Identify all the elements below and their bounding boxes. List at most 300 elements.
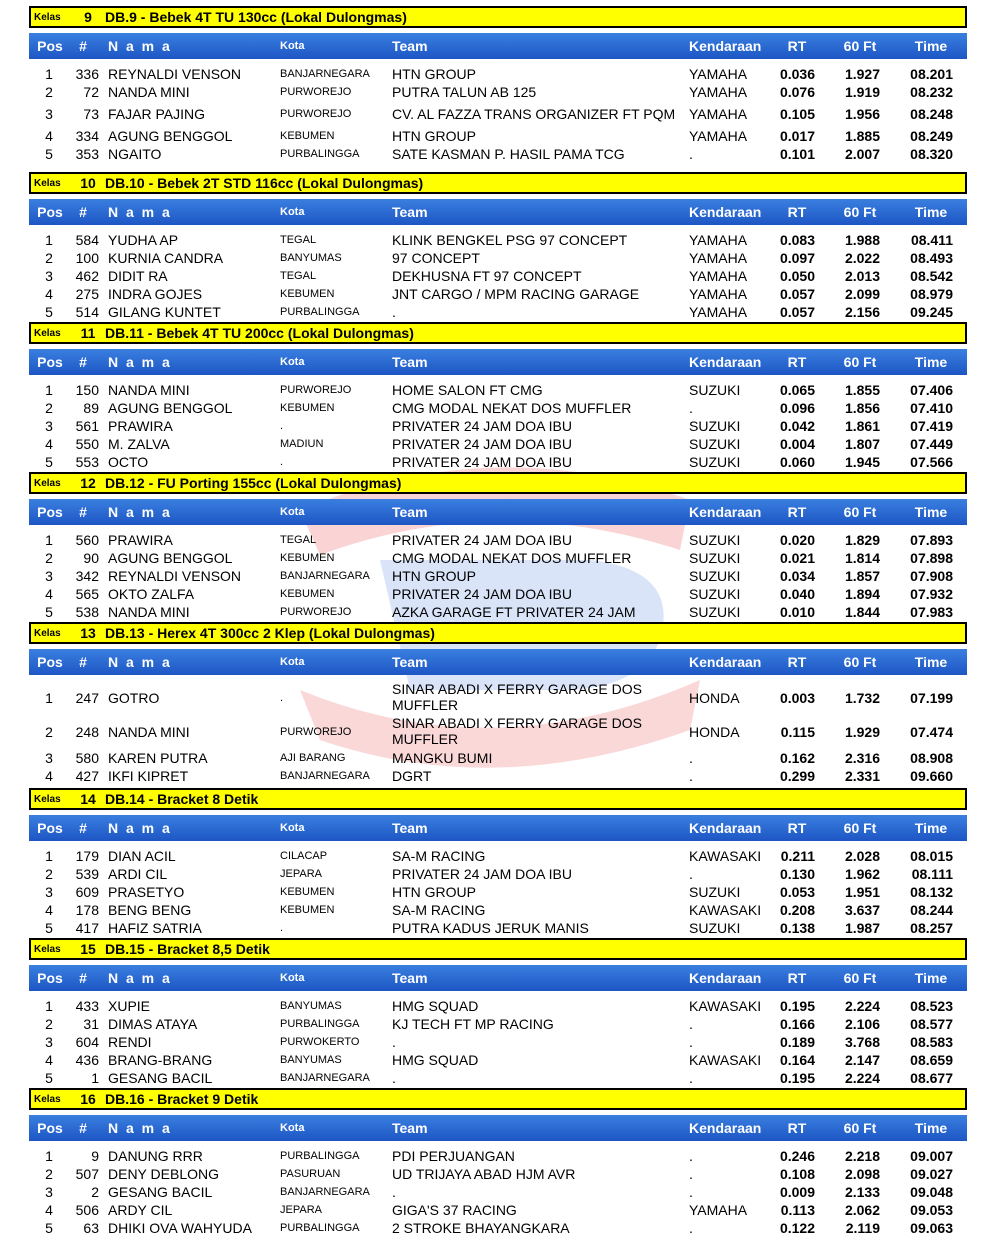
cell-pos: 2 (45, 866, 53, 882)
cell-number: 550 (75, 436, 99, 452)
table-row (29, 715, 967, 749)
cell-time: 08.232 (910, 84, 953, 100)
table-header (29, 649, 967, 675)
cell-rt: 0.065 (779, 382, 815, 398)
cell-team: 97 CONCEPT (392, 250, 480, 266)
cell-city: . (280, 420, 284, 432)
cell-number: 275 (75, 286, 99, 302)
cell-number: 462 (75, 268, 99, 284)
table-row (29, 381, 967, 399)
cell-number: 560 (75, 532, 99, 548)
col-rt-header: RT (787, 970, 807, 986)
cell-rt: 0.246 (779, 1148, 815, 1164)
col-rt-header: RT (787, 354, 807, 370)
cell-rt: 0.115 (780, 724, 815, 740)
col-name-header: N a m a (108, 38, 172, 54)
cell-name: GOTRO (108, 690, 160, 706)
cell-rt: 0.105 (779, 106, 815, 122)
cell-city: KEBUMEN (280, 904, 335, 916)
cell-name: ARDY CIL (108, 1202, 173, 1218)
cell-rt: 0.057 (779, 304, 815, 320)
cell-60ft: 1.732 (844, 690, 880, 706)
cell-number: 334 (75, 128, 99, 144)
class-number: 14 (80, 791, 96, 807)
class-number: 13 (80, 625, 96, 641)
col-team-header: Team (392, 820, 428, 836)
col-city-header: Kota (280, 356, 305, 368)
cell-city: AJI BARANG (280, 752, 346, 764)
table-row (29, 83, 967, 101)
cell-number: 72 (83, 84, 99, 100)
cell-team: CMG MODAL NEKAT DOS MUFFLER (392, 400, 632, 416)
col-pos-header: Pos (37, 654, 63, 670)
cell-pos: 3 (45, 884, 53, 900)
table-body (29, 847, 967, 937)
cell-number: 31 (83, 1016, 99, 1032)
cell-60ft: 1.894 (844, 586, 880, 602)
col-team-header: Team (392, 38, 428, 54)
cell-60ft: 2.224 (844, 998, 880, 1014)
class-name: DB.16 - Bracket 9 Detik (105, 1091, 259, 1107)
cell-time: 07.406 (910, 382, 953, 398)
class-title-bar (29, 788, 967, 810)
col-city-header: Kota (280, 1122, 305, 1134)
table-row (29, 127, 967, 145)
col-vehicle-header: Kendaraan (689, 1120, 762, 1136)
cell-name: KAREN PUTRA (108, 750, 208, 766)
table-row (29, 399, 967, 417)
cell-name: GESANG BACIL (108, 1184, 213, 1200)
cell-city: KEBUMEN (280, 288, 335, 300)
cell-team: HTN GROUP (392, 568, 476, 584)
cell-vehicle: YAMAHA (689, 268, 748, 284)
cell-time: 09.048 (910, 1184, 953, 1200)
cell-time: 08.132 (910, 884, 953, 900)
cell-vehicle: SUZUKI (689, 436, 741, 452)
table-row (29, 1165, 967, 1183)
cell-time: 08.244 (910, 902, 953, 918)
cell-time: 08.111 (911, 866, 953, 882)
cell-pos: 4 (45, 586, 53, 602)
class-section (29, 788, 967, 937)
cell-team: PRIVATER 24 JAM DOA IBU (392, 586, 572, 602)
col-pos-header: Pos (37, 970, 63, 986)
col-60ft-header: 60 Ft (843, 504, 877, 520)
cell-60ft: 1.856 (844, 400, 880, 416)
class-label: Kelas (34, 793, 61, 805)
cell-pos: 2 (45, 84, 53, 100)
cell-team: HMG SQUAD (392, 1052, 479, 1068)
cell-vehicle: YAMAHA (689, 232, 748, 248)
cell-rt: 0.211 (780, 848, 815, 864)
class-label: Kelas (34, 477, 61, 489)
class-label: Kelas (34, 177, 61, 189)
col-name-header: N a m a (108, 354, 172, 370)
cell-city: PURBALINGGA (280, 1150, 360, 1162)
cell-vehicle: . (689, 1220, 693, 1236)
cell-rt: 0.130 (779, 866, 815, 882)
col-team-header: Team (392, 354, 428, 370)
table-row (29, 231, 967, 249)
cell-rt: 0.076 (779, 84, 815, 100)
table-row (29, 101, 967, 127)
cell-name: YUDHA AP (108, 232, 179, 248)
class-label: Kelas (34, 943, 61, 955)
cell-city: PURBALINGGA (280, 148, 360, 160)
cell-vehicle: . (689, 1148, 693, 1164)
cell-vehicle: YAMAHA (689, 128, 748, 144)
cell-rt: 0.017 (779, 128, 815, 144)
cell-city: BANJARNEGARA (280, 1186, 370, 1198)
cell-team: GIGA'S 37 RACING (392, 1202, 517, 1218)
cell-city: KEBUMEN (280, 886, 335, 898)
table-row (29, 603, 967, 621)
cell-city: BANYUMAS (280, 1000, 342, 1012)
cell-pos: 5 (45, 1220, 53, 1236)
col-name-header: N a m a (108, 204, 172, 220)
cell-60ft: 1.956 (844, 106, 880, 122)
cell-team: UD TRIJAYA ABAD HJM AVR (392, 1166, 576, 1182)
col-60ft-header: 60 Ft (843, 204, 877, 220)
class-section (29, 322, 967, 471)
col-pos-header: Pos (37, 1120, 63, 1136)
cell-city: KEBUMEN (280, 588, 335, 600)
cell-number: 561 (75, 418, 99, 434)
cell-city: TEGAL (280, 270, 317, 282)
cell-team: DEKHUSNA FT 97 CONCEPT (392, 268, 582, 284)
col-pos-header: Pos (37, 38, 63, 54)
cell-number: 433 (75, 998, 99, 1014)
cell-team: SINAR ABADI X FERRY GARAGE DOS MUFFLER (392, 715, 642, 747)
cell-city: CILACAP (280, 850, 328, 862)
cell-time: 09.660 (910, 768, 953, 784)
cell-60ft: 1.929 (844, 724, 880, 740)
cell-vehicle: SUZUKI (689, 532, 741, 548)
cell-vehicle: KAWASAKI (689, 902, 762, 918)
cell-pos: 4 (45, 436, 53, 452)
cell-name: NANDA MINI (108, 724, 190, 740)
cell-number: 580 (75, 750, 99, 766)
cell-team: . (392, 1070, 396, 1086)
class-title-bar (29, 472, 967, 494)
cell-rt: 0.053 (779, 884, 815, 900)
cell-rt: 0.050 (779, 268, 815, 284)
cell-time: 07.410 (910, 400, 953, 416)
cell-city: BANJARNEGARA (280, 770, 370, 782)
cell-name: HAFIZ SATRIA (108, 920, 202, 936)
cell-60ft: 2.062 (844, 1202, 880, 1218)
cell-city: . (280, 692, 284, 704)
table-body (29, 381, 967, 471)
cell-team: PRIVATER 24 JAM DOA IBU (392, 866, 572, 882)
cell-rt: 0.113 (780, 1202, 815, 1218)
cell-time: 07.419 (910, 418, 953, 434)
table-row (29, 453, 967, 471)
cell-team: KLINK BENGKEL PSG 97 CONCEPT (392, 232, 628, 248)
col-rt-header: RT (787, 654, 807, 670)
cell-pos: 5 (45, 146, 53, 162)
cell-rt: 0.101 (779, 146, 815, 162)
cell-name: DANUNG RRR (108, 1148, 203, 1164)
cell-team: DGRT (392, 768, 432, 784)
cell-number: 538 (75, 604, 99, 620)
cell-team: PRIVATER 24 JAM DOA IBU (392, 454, 572, 470)
class-title-bar (29, 622, 967, 644)
class-number: 16 (80, 1091, 96, 1107)
col-num-header: # (79, 1120, 87, 1136)
table-row (29, 145, 967, 163)
cell-city: KEBUMEN (280, 552, 335, 564)
cell-vehicle: SUZUKI (689, 604, 741, 620)
cell-name: REYNALDI VENSON (108, 568, 242, 584)
col-city-header: Kota (280, 656, 305, 668)
class-number: 11 (80, 325, 96, 341)
cell-name: NGAITO (108, 146, 162, 162)
table-header (29, 33, 967, 59)
class-name: DB.15 - Bracket 8,5 Detik (105, 941, 270, 957)
class-title-bar (29, 322, 967, 344)
col-pos-header: Pos (37, 204, 63, 220)
cell-time: 07.932 (910, 586, 953, 602)
table-row (29, 267, 967, 285)
cell-vehicle: YAMAHA (689, 286, 748, 302)
col-num-header: # (79, 970, 87, 986)
cell-vehicle: HONDA (689, 724, 740, 740)
cell-name: DIAN ACIL (108, 848, 176, 864)
cell-vehicle: . (689, 866, 693, 882)
cell-name: OCTO (108, 454, 149, 470)
class-section (29, 622, 967, 785)
cell-city: PURWOREJO (280, 606, 352, 618)
col-time-header: Time (914, 1120, 948, 1136)
cell-vehicle: . (689, 400, 693, 416)
cell-rt: 0.096 (779, 400, 815, 416)
cell-time: 08.249 (910, 128, 953, 144)
table-row (29, 1033, 967, 1051)
cell-pos: 1 (45, 1148, 53, 1164)
cell-name: AGUNG BENGGOL (108, 400, 233, 416)
cell-60ft: 1.844 (844, 604, 880, 620)
table-header (29, 815, 967, 841)
table-row (29, 435, 967, 453)
cell-team: HTN GROUP (392, 128, 476, 144)
col-name-header: N a m a (108, 504, 172, 520)
cell-rt: 0.097 (779, 250, 815, 266)
cell-time: 08.320 (910, 146, 953, 162)
cell-time: 08.493 (910, 250, 953, 266)
col-60ft-header: 60 Ft (843, 970, 877, 986)
cell-number: 584 (75, 232, 99, 248)
cell-vehicle: SUZUKI (689, 884, 741, 900)
cell-60ft: 1.945 (844, 454, 880, 470)
cell-number: 248 (75, 724, 99, 740)
cell-name: PRASETYO (108, 884, 185, 900)
cell-60ft: 2.099 (844, 286, 880, 302)
table-row (29, 549, 967, 567)
cell-city: PASURUAN (280, 1168, 341, 1180)
cell-pos: 5 (45, 920, 53, 936)
cell-rt: 0.164 (779, 1052, 815, 1068)
cell-vehicle: . (689, 1166, 693, 1182)
col-time-header: Time (914, 504, 948, 520)
class-name: DB.12 - FU Porting 155cc (Lokal Dulongmas) (105, 475, 402, 491)
cell-number: 604 (75, 1034, 99, 1050)
cell-rt: 0.166 (779, 1016, 815, 1032)
cell-name: NANDA MINI (108, 382, 190, 398)
cell-team: JNT CARGO / MPM RACING GARAGE (392, 286, 640, 302)
col-city-header: Kota (280, 972, 305, 984)
cell-team: . (392, 304, 396, 320)
cell-vehicle: KAWASAKI (689, 998, 762, 1014)
cell-team: KJ TECH FT MP RACING (392, 1016, 554, 1032)
cell-pos: 4 (45, 1052, 53, 1068)
table-row (29, 883, 967, 901)
cell-city: . (280, 922, 284, 934)
cell-number: 150 (75, 382, 99, 398)
cell-60ft: 1.857 (844, 568, 880, 584)
cell-pos: 2 (45, 550, 53, 566)
cell-vehicle: YAMAHA (689, 1202, 748, 1218)
cell-team: . (392, 1184, 396, 1200)
class-section (29, 938, 967, 1087)
table-row (29, 1147, 967, 1165)
cell-pos: 4 (45, 768, 53, 784)
cell-rt: 0.138 (779, 920, 815, 936)
table-body (29, 681, 967, 785)
table-header (29, 349, 967, 375)
cell-time: 07.449 (910, 436, 953, 452)
cell-number: 178 (75, 902, 99, 918)
class-label: Kelas (34, 1093, 61, 1105)
class-title-bar (29, 6, 967, 28)
cell-pos: 3 (45, 106, 53, 122)
cell-number: 539 (75, 866, 99, 882)
cell-team: PDI PERJUANGAN (392, 1148, 515, 1164)
col-name-header: N a m a (108, 820, 172, 836)
class-section (29, 172, 967, 321)
cell-vehicle: . (689, 750, 693, 766)
cell-time: 08.523 (910, 998, 953, 1014)
cell-60ft: 1.814 (844, 550, 880, 566)
cell-vehicle: YAMAHA (689, 304, 748, 320)
cell-pos: 4 (45, 128, 53, 144)
cell-name: DIDIT RA (108, 268, 168, 284)
table-row (29, 1219, 967, 1237)
table-row (29, 997, 967, 1015)
cell-60ft: 2.331 (844, 768, 880, 784)
cell-pos: 3 (45, 418, 53, 434)
cell-name: INDRA GOJES (108, 286, 203, 302)
col-time-header: Time (914, 354, 948, 370)
cell-city: PURWOKERTO (280, 1036, 360, 1048)
cell-pos: 4 (45, 1202, 53, 1218)
cell-pos: 3 (45, 268, 53, 284)
cell-number: 436 (75, 1052, 99, 1068)
col-rt-header: RT (787, 1120, 807, 1136)
cell-rt: 0.003 (779, 690, 815, 706)
cell-vehicle: . (689, 1184, 693, 1200)
cell-number: 63 (83, 1220, 99, 1236)
cell-name: FAJAR PAJING (108, 106, 205, 122)
cell-60ft: 2.316 (844, 750, 880, 766)
cell-team: HOME SALON FT CMG (392, 382, 543, 398)
cell-pos: 1 (45, 66, 53, 82)
cell-pos: 2 (45, 400, 53, 416)
class-name: DB.11 - Bebek 4T TU 200cc (Lokal Dulongmas) (105, 325, 414, 341)
cell-pos: 2 (45, 250, 53, 266)
col-num-header: # (79, 38, 87, 54)
cell-rt: 0.036 (779, 66, 815, 82)
col-vehicle-header: Kendaraan (689, 970, 762, 986)
col-team-header: Team (392, 654, 428, 670)
cell-rt: 0.083 (779, 232, 815, 248)
cell-team: AZKA GARAGE FT PRIVATER 24 JAM (392, 604, 636, 620)
table-body (29, 531, 967, 621)
table-header (29, 1115, 967, 1141)
cell-name: REYNALDI VENSON (108, 66, 242, 82)
cell-vehicle: SUZUKI (689, 454, 741, 470)
col-num-header: # (79, 820, 87, 836)
cell-team: SINAR ABADI X FERRY GARAGE DOS MUFFLER (392, 681, 642, 713)
cell-rt: 0.042 (779, 418, 815, 434)
class-title-bar (29, 938, 967, 960)
cell-rt: 0.195 (779, 1070, 815, 1086)
class-number: 12 (80, 475, 96, 491)
cell-number: 417 (75, 920, 99, 936)
cell-time: 08.659 (910, 1052, 953, 1068)
cell-team: PUTRA KADUS JERUK MANIS (392, 920, 589, 936)
cell-team: HMG SQUAD (392, 998, 479, 1014)
class-section (29, 1088, 967, 1237)
cell-60ft: 2.119 (845, 1220, 880, 1236)
cell-team: PUTRA TALUN AB 125 (392, 84, 537, 100)
table-header (29, 499, 967, 525)
cell-pos: 1 (45, 848, 53, 864)
cell-number: 507 (75, 1166, 99, 1182)
col-name-header: N a m a (108, 654, 172, 670)
cell-name: DHIKI OVA WAHYUDA (108, 1220, 252, 1236)
col-60ft-header: 60 Ft (843, 38, 877, 54)
cell-time: 07.908 (910, 568, 953, 584)
cell-name: KURNIA CANDRA (108, 250, 224, 266)
col-rt-header: RT (787, 820, 807, 836)
cell-60ft: 2.224 (844, 1070, 880, 1086)
class-name: DB.14 - Bracket 8 Detik (105, 791, 259, 807)
cell-number: 1 (91, 1070, 99, 1086)
cell-time: 08.677 (910, 1070, 953, 1086)
cell-city: PURWOREJO (280, 726, 352, 738)
cell-city: BANYUMAS (280, 1054, 342, 1066)
cell-rt: 0.195 (779, 998, 815, 1014)
cell-city: PURBALINGGA (280, 306, 360, 318)
cell-rt: 0.021 (779, 550, 815, 566)
cell-pos: 1 (45, 232, 53, 248)
cell-team: . (392, 1034, 396, 1050)
cell-pos: 3 (45, 568, 53, 584)
cell-60ft: 2.098 (844, 1166, 880, 1182)
cell-number: 427 (75, 768, 99, 784)
cell-vehicle: SUZUKI (689, 418, 741, 434)
table-row (29, 285, 967, 303)
cell-name: DENY DEBLONG (108, 1166, 219, 1182)
cell-pos: 3 (45, 1034, 53, 1050)
cell-vehicle: SUZUKI (689, 586, 741, 602)
cell-city: TEGAL (280, 534, 317, 546)
cell-60ft: 2.156 (844, 304, 880, 320)
cell-name: NANDA MINI (108, 84, 190, 100)
col-60ft-header: 60 Ft (843, 1120, 877, 1136)
cell-rt: 0.040 (779, 586, 815, 602)
